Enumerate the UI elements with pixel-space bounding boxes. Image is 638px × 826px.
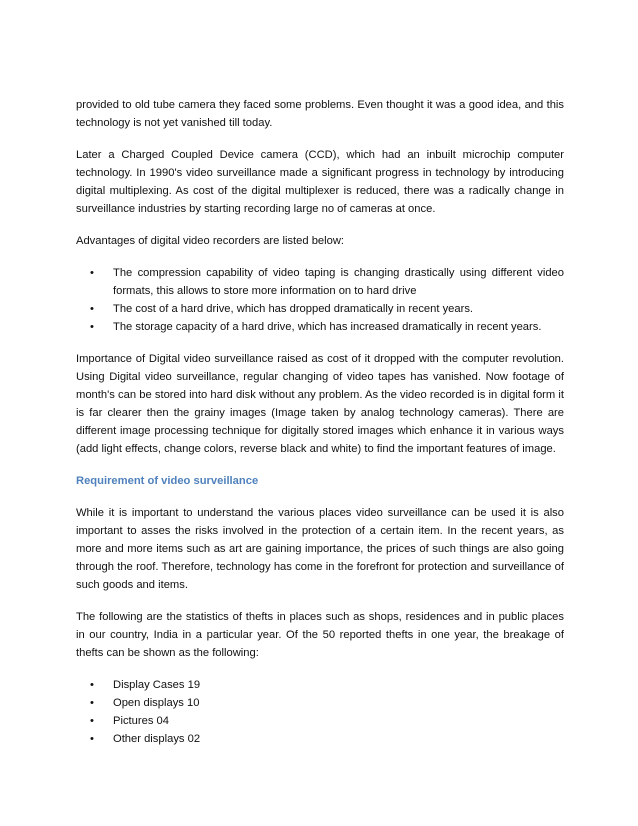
bullet-icon: • [90, 321, 94, 333]
paragraph-importance: Importance of Digital video surveillance raised as cost of it dropped with the computer revolution. Using Digital video surveillance, regular changing of video tapes has vanished. Now footage of month's can be stored into hard disk without any problem. As the video recorded is in digital form it is far clearer then the grainy images (Image taken by analog technology cameras). There are different image processing technique for digitally stored images which enhance it in various ways (add light effects, change colors, reverse black and white) to find the important features of image. [76, 353, 564, 455]
list-item [76, 318, 564, 336]
list-item-text: The compression capability of video taping is changing drastically using different video formats, this allows to store more information on to hard drive [113, 267, 564, 297]
paragraph-statistics: The following are the statistics of thefts in places such as shops, residences and in public places in our country, India in a particular year. Of the 50 reported thefts in one year, the breakage of thefts can be shown as the following: [76, 611, 564, 659]
list-item-text: The storage capacity of a hard drive, which has increased dramatically in recent years. [113, 321, 542, 333]
list-item [76, 264, 564, 300]
paragraph-requirement: While it is important to understand the various places video surveillance can be used it is also important to asses the risks involved in the protection of a certain item. In the recent years, as more and more items such as art are gaining importance, the prices of such things are also going through the roof. Therefore, technology has come in the forefront for protection and surveillance of such goods and items. [76, 507, 564, 591]
bullet-icon: • [90, 715, 94, 727]
bullet-icon: • [90, 733, 94, 745]
thefts-list [76, 676, 564, 748]
list-item [76, 730, 564, 748]
document-page [76, 96, 564, 762]
list-item-text: Other displays 02 [113, 733, 201, 745]
list-item-text: Open displays 10 [113, 697, 200, 709]
paragraph-advantages-intro: Advantages of digital video recorders are listed below: [76, 235, 345, 247]
list-item [76, 712, 564, 730]
list-item [76, 676, 564, 694]
list-item-text: Pictures 04 [113, 715, 169, 727]
section-heading: Requirement of video surveillance [76, 475, 259, 487]
paragraph-ccd: Later a Charged Coupled Device camera (CCD), which had an inbuilt microchip computer technology. In 1990's video surveillance made a significant progress in technology by introducing digital multiplexing. As cost of the digital multiplexer is reduced, there was a radically change in surveillance industries by starting recording large no of cameras at once. [76, 149, 564, 215]
bullet-icon: • [90, 679, 94, 691]
bullet-icon: • [90, 267, 94, 279]
list-item [76, 694, 564, 712]
list-item [76, 300, 564, 318]
list-item-text: Display Cases 19 [113, 679, 201, 691]
list-item-text: The cost of a hard drive, which has dropped dramatically in recent years. [113, 303, 474, 315]
bullet-icon: • [90, 303, 94, 315]
bullet-icon: • [90, 697, 94, 709]
advantages-list [76, 264, 564, 336]
paragraph-intro: provided to old tube camera they faced some problems. Even thought it was a good idea, and this technology is not yet vanished till today. [76, 99, 564, 129]
